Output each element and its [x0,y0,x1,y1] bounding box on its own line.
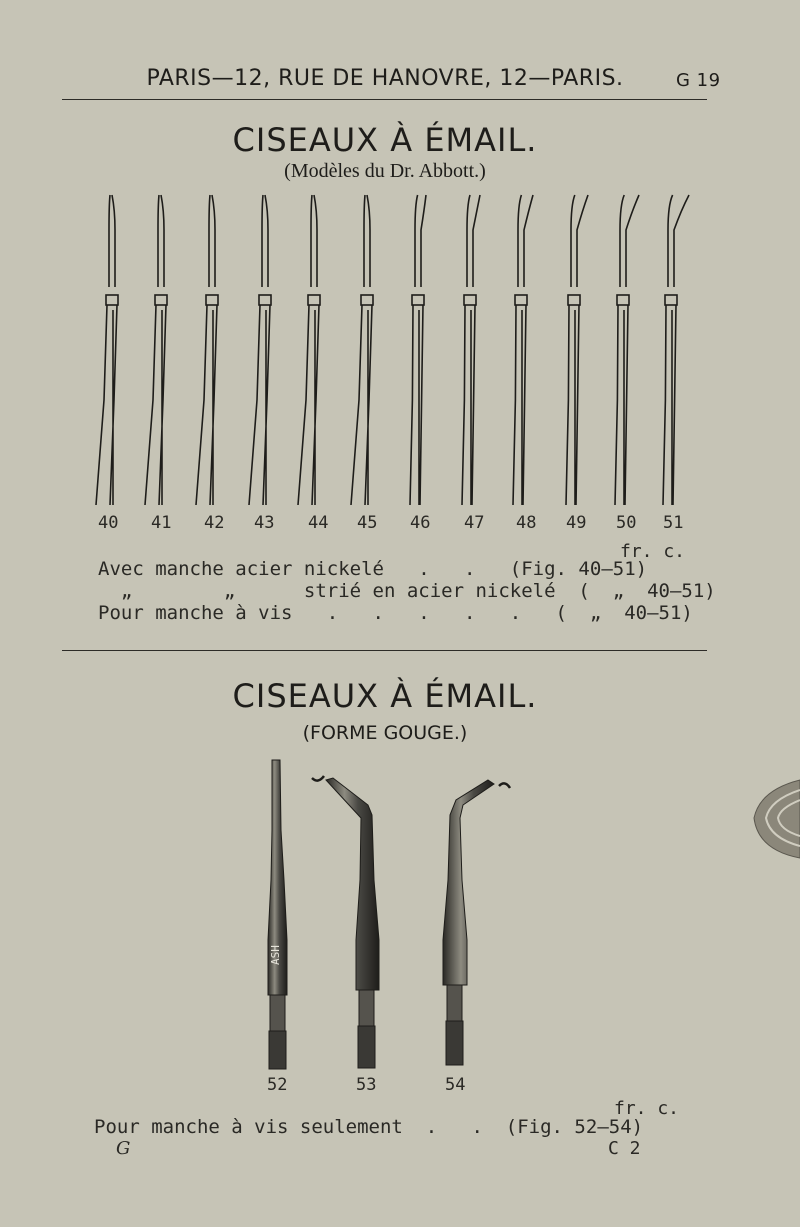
page-edge-shell [754,780,800,858]
section1-line-2: „ „ strié en acier nickelé ( „ 40–51) [98,580,716,602]
figure-number-48: 48 [516,513,537,533]
instrument-52 [268,760,287,1069]
section1-instrument-plate [0,185,800,545]
section2-title: CISEAUX À ÉMAIL. [232,677,538,715]
figure-number-53: 53 [356,1075,377,1095]
instrument-49 [566,195,588,505]
instrument-46 [410,195,426,505]
instrument-50 [615,195,639,505]
figure-number-43: 43 [254,513,275,533]
instrument-40 [96,195,118,505]
footer-left-mark: G [116,1138,131,1159]
figure-number-44: 44 [308,513,329,533]
instrument-51 [663,195,689,505]
instrument-53 [312,776,379,1068]
section1-line-1: Avec manche acier nickelé . . (Fig. 40–51) [98,558,648,580]
instrument-45 [351,195,373,505]
figure-number-50: 50 [616,513,637,533]
figure-number-54: 54 [445,1075,466,1095]
instrument-43 [249,195,271,505]
section1-subtitle: (Modèles du Dr. Abbott.) [284,160,486,182]
page-reference: G 19 [676,70,721,91]
figure-number-45: 45 [357,513,378,533]
instrument-54 [443,780,510,1065]
instrument-44 [298,195,320,505]
figure-number-46: 46 [410,513,431,533]
section2-instrument-plate [0,750,800,1100]
instrument-41 [145,195,167,505]
figure-number-47: 47 [464,513,485,533]
section2-line: Pour manche à vis seulement . . (Fig. 52–54) [94,1116,644,1138]
section1-line-3: Pour manche à vis . . . . . ( „ 40–51) [98,602,693,624]
header-address: PARIS—12, RUE DE HANOVRE, 12—PARIS. [146,66,624,91]
section1-price-head: fr. c. [620,541,686,562]
instrument-47 [462,195,480,505]
figure-number-42: 42 [204,513,225,533]
header-rule [62,99,707,100]
figure-number-49: 49 [566,513,587,533]
section2-subtitle: (FORME GOUGE.) [302,722,468,744]
figure-number-41: 41 [151,513,172,533]
section-divider [62,650,707,651]
instrument-42 [196,195,218,505]
figure-number-51: 51 [663,513,684,533]
figure-number-40: 40 [98,513,119,533]
footer-right-mark: C 2 [608,1138,641,1159]
figure-number-52: 52 [267,1075,288,1095]
page-header [0,66,800,96]
instrument-48 [513,195,533,505]
section2-price-head: fr. c. [614,1098,680,1119]
handle-mark: ASH [269,945,282,965]
section1-title: CISEAUX À ÉMAIL. [232,121,538,159]
